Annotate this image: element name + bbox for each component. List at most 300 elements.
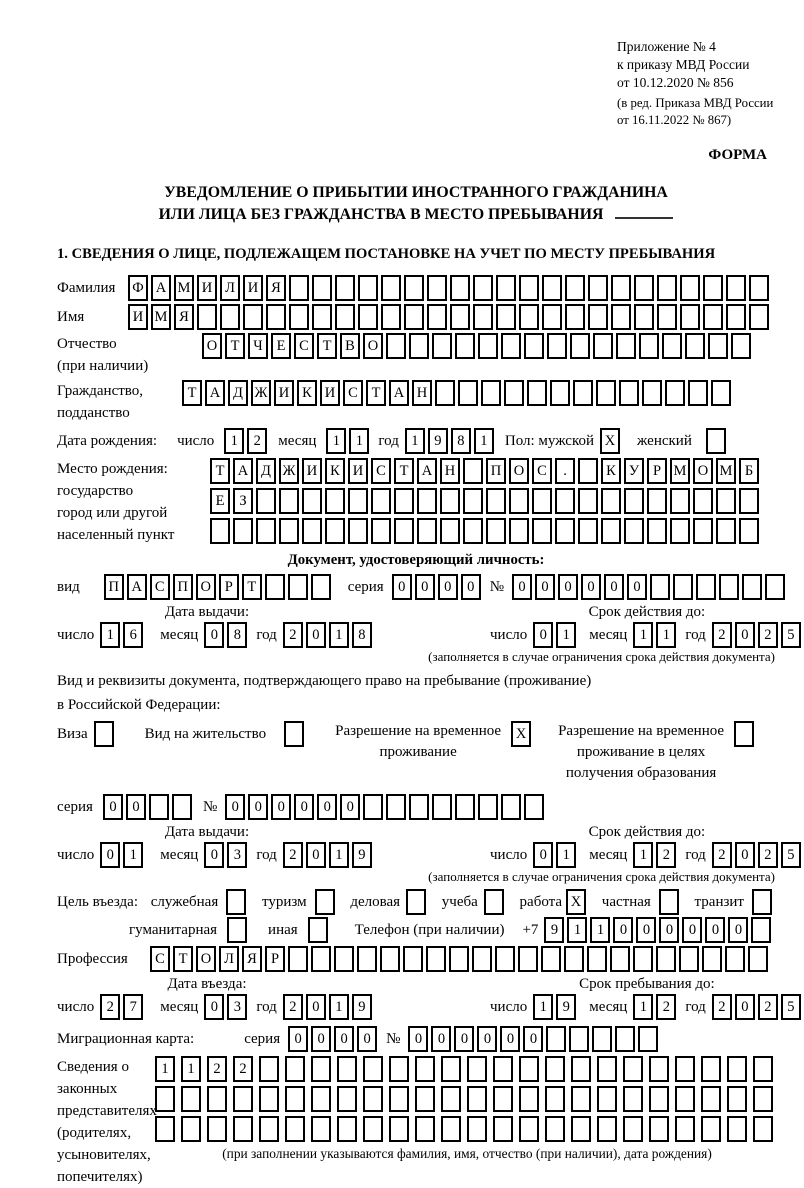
form-cell[interactable] [207, 1086, 227, 1112]
form-cell[interactable]: 2 [712, 622, 732, 648]
form-cell[interactable]: К [601, 458, 621, 484]
form-cell[interactable]: 1 [100, 622, 120, 648]
form-cell[interactable] [509, 488, 529, 514]
form-cell[interactable] [311, 946, 331, 972]
form-cell[interactable]: 0 [461, 574, 481, 600]
form-cell[interactable]: Я [174, 304, 194, 330]
form-cell[interactable]: 0 [294, 794, 314, 820]
form-cell[interactable] [546, 1026, 566, 1052]
form-cell[interactable]: 8 [451, 428, 471, 454]
form-cell[interactable] [181, 1116, 201, 1142]
form-cell[interactable] [765, 574, 785, 600]
form-cell[interactable] [701, 1086, 721, 1112]
form-cell[interactable]: Р [219, 574, 239, 600]
form-cell[interactable]: 1 [181, 1056, 201, 1082]
form-cell[interactable] [289, 275, 309, 301]
form-cell[interactable] [284, 721, 304, 747]
form-cell[interactable]: 1 [123, 842, 143, 868]
form-cell[interactable] [593, 333, 613, 359]
form-cell[interactable] [493, 1116, 513, 1142]
form-cell[interactable] [624, 518, 644, 544]
form-cell[interactable]: П [486, 458, 506, 484]
form-cell[interactable]: Л [219, 946, 239, 972]
form-cell[interactable]: О [202, 333, 222, 359]
form-cell[interactable] [210, 518, 230, 544]
form-cell[interactable] [564, 946, 584, 972]
form-cell[interactable] [657, 304, 677, 330]
form-cell[interactable] [311, 574, 331, 600]
form-cell[interactable] [220, 304, 240, 330]
form-cell[interactable]: 0 [533, 622, 553, 648]
form-cell[interactable] [417, 518, 437, 544]
form-cell[interactable] [675, 1056, 695, 1082]
form-cell[interactable] [311, 1056, 331, 1082]
form-cell[interactable] [642, 380, 662, 406]
form-cell[interactable]: 0 [311, 1026, 331, 1052]
form-cell[interactable] [427, 275, 447, 301]
form-cell[interactable] [481, 380, 501, 406]
form-cell[interactable]: 0 [306, 622, 326, 648]
form-cell[interactable]: П [173, 574, 193, 600]
form-cell[interactable]: Т [317, 333, 337, 359]
form-cell[interactable] [545, 1056, 565, 1082]
form-cell[interactable]: А [389, 380, 409, 406]
form-cell[interactable] [716, 488, 736, 514]
form-cell[interactable]: X [600, 428, 620, 454]
form-cell[interactable]: Т [225, 333, 245, 359]
form-cell[interactable] [727, 1116, 747, 1142]
form-cell[interactable] [734, 721, 754, 747]
form-cell[interactable] [226, 889, 246, 915]
form-cell[interactable]: 1 [556, 842, 576, 868]
form-cell[interactable] [702, 946, 722, 972]
form-cell[interactable] [415, 1086, 435, 1112]
form-cell[interactable] [404, 275, 424, 301]
form-cell[interactable]: Ч [248, 333, 268, 359]
form-cell[interactable]: 0 [454, 1026, 474, 1052]
form-cell[interactable] [739, 488, 759, 514]
form-cell[interactable]: 1 [405, 428, 425, 454]
form-cell[interactable]: Д [228, 380, 248, 406]
form-cell[interactable] [673, 574, 693, 600]
form-cell[interactable]: 1 [326, 428, 346, 454]
form-cell[interactable] [312, 275, 332, 301]
form-cell[interactable]: С [532, 458, 552, 484]
form-cell[interactable] [285, 1116, 305, 1142]
form-cell[interactable]: 9 [556, 994, 576, 1020]
form-cell[interactable]: 0 [204, 994, 224, 1020]
form-cell[interactable] [279, 488, 299, 514]
form-cell[interactable] [435, 380, 455, 406]
form-cell[interactable]: О [196, 946, 216, 972]
form-cell[interactable]: 3 [227, 994, 247, 1020]
form-cell[interactable] [207, 1116, 227, 1142]
form-cell[interactable] [325, 488, 345, 514]
form-cell[interactable] [665, 380, 685, 406]
form-cell[interactable] [519, 1086, 539, 1112]
form-cell[interactable] [542, 304, 562, 330]
form-cell[interactable] [565, 275, 585, 301]
form-cell[interactable]: 9 [352, 842, 372, 868]
form-cell[interactable]: 0 [535, 574, 555, 600]
form-cell[interactable]: Ж [251, 380, 271, 406]
form-cell[interactable] [348, 518, 368, 544]
form-cell[interactable] [432, 794, 452, 820]
form-cell[interactable] [519, 275, 539, 301]
form-cell[interactable] [742, 574, 762, 600]
form-cell[interactable] [363, 794, 383, 820]
form-cell[interactable] [578, 458, 598, 484]
form-cell[interactable] [708, 333, 728, 359]
form-cell[interactable]: 1 [633, 842, 653, 868]
form-cell[interactable] [440, 488, 460, 514]
form-cell[interactable] [545, 1116, 565, 1142]
form-cell[interactable] [256, 488, 276, 514]
form-cell[interactable] [615, 1026, 635, 1052]
form-cell[interactable] [285, 1086, 305, 1112]
form-cell[interactable] [610, 946, 630, 972]
form-cell[interactable] [256, 518, 276, 544]
form-cell[interactable] [381, 275, 401, 301]
form-cell[interactable]: Е [210, 488, 230, 514]
form-cell[interactable] [509, 518, 529, 544]
form-cell[interactable]: М [716, 458, 736, 484]
form-cell[interactable] [731, 333, 751, 359]
form-cell[interactable]: 0 [415, 574, 435, 600]
form-cell[interactable] [409, 333, 429, 359]
form-cell[interactable] [450, 275, 470, 301]
form-cell[interactable] [541, 946, 561, 972]
form-cell[interactable]: 0 [288, 1026, 308, 1052]
form-cell[interactable] [441, 1056, 461, 1082]
form-cell[interactable]: 0 [100, 842, 120, 868]
form-cell[interactable] [389, 1116, 409, 1142]
form-cell[interactable]: И [348, 458, 368, 484]
form-cell[interactable] [334, 946, 354, 972]
form-cell[interactable] [739, 518, 759, 544]
form-cell[interactable]: 5 [781, 994, 801, 1020]
form-cell[interactable]: 9 [428, 428, 448, 454]
form-cell[interactable]: Т [210, 458, 230, 484]
form-cell[interactable] [565, 304, 585, 330]
form-cell[interactable] [441, 1086, 461, 1112]
form-cell[interactable] [649, 1116, 669, 1142]
form-cell[interactable] [656, 946, 676, 972]
form-cell[interactable] [679, 946, 699, 972]
form-cell[interactable] [634, 304, 654, 330]
form-cell[interactable] [518, 946, 538, 972]
form-cell[interactable] [719, 574, 739, 600]
form-cell[interactable] [409, 794, 429, 820]
form-cell[interactable] [288, 574, 308, 600]
form-cell[interactable] [335, 275, 355, 301]
form-cell[interactable] [484, 889, 504, 915]
form-cell[interactable] [463, 458, 483, 484]
form-cell[interactable] [748, 946, 768, 972]
form-cell[interactable] [386, 794, 406, 820]
form-cell[interactable] [727, 1056, 747, 1082]
form-cell[interactable] [571, 1086, 591, 1112]
form-cell[interactable] [172, 794, 192, 820]
form-cell[interactable] [302, 488, 322, 514]
form-cell[interactable] [358, 304, 378, 330]
form-cell[interactable] [588, 275, 608, 301]
form-cell[interactable] [611, 275, 631, 301]
form-cell[interactable]: 0 [558, 574, 578, 600]
form-cell[interactable] [578, 488, 598, 514]
form-cell[interactable] [467, 1056, 487, 1082]
form-cell[interactable]: . [555, 458, 575, 484]
form-cell[interactable]: 2 [100, 994, 120, 1020]
form-cell[interactable]: 2 [233, 1056, 253, 1082]
form-cell[interactable] [647, 518, 667, 544]
form-cell[interactable] [716, 518, 736, 544]
form-cell[interactable] [649, 1086, 669, 1112]
form-cell[interactable] [389, 1056, 409, 1082]
form-cell[interactable]: Т [394, 458, 414, 484]
form-cell[interactable] [363, 1116, 383, 1142]
form-cell[interactable]: 0 [636, 917, 656, 943]
form-cell[interactable] [650, 574, 670, 600]
form-cell[interactable] [701, 1116, 721, 1142]
form-cell[interactable] [725, 946, 745, 972]
form-cell[interactable] [578, 518, 598, 544]
form-cell[interactable] [415, 1056, 435, 1082]
form-cell[interactable]: К [297, 380, 317, 406]
form-cell[interactable]: 0 [705, 917, 725, 943]
form-cell[interactable]: 1 [556, 622, 576, 648]
form-cell[interactable]: 1 [567, 917, 587, 943]
form-cell[interactable] [478, 794, 498, 820]
form-cell[interactable]: 1 [349, 428, 369, 454]
form-cell[interactable]: Н [412, 380, 432, 406]
form-cell[interactable]: 9 [544, 917, 564, 943]
form-cell[interactable] [659, 889, 679, 915]
form-cell[interactable]: С [150, 946, 170, 972]
form-cell[interactable]: М [670, 458, 690, 484]
form-cell[interactable]: 8 [352, 622, 372, 648]
form-cell[interactable] [371, 518, 391, 544]
form-cell[interactable]: Ж [279, 458, 299, 484]
form-cell[interactable] [266, 304, 286, 330]
form-cell[interactable] [752, 889, 772, 915]
form-cell[interactable] [394, 488, 414, 514]
form-cell[interactable]: М [151, 304, 171, 330]
form-cell[interactable]: 1 [329, 994, 349, 1020]
form-cell[interactable] [624, 488, 644, 514]
form-cell[interactable]: Т [242, 574, 262, 600]
form-cell[interactable]: 2 [656, 994, 676, 1020]
form-cell[interactable]: 7 [123, 994, 143, 1020]
form-cell[interactable] [501, 333, 521, 359]
form-cell[interactable]: Ф [128, 275, 148, 301]
form-cell[interactable]: 2 [712, 842, 732, 868]
form-cell[interactable] [233, 518, 253, 544]
form-cell[interactable] [473, 304, 493, 330]
form-cell[interactable] [657, 275, 677, 301]
form-cell[interactable]: 0 [627, 574, 647, 600]
form-cell[interactable] [233, 1116, 253, 1142]
form-cell[interactable] [441, 1116, 461, 1142]
form-cell[interactable]: 1 [329, 842, 349, 868]
form-cell[interactable] [371, 488, 391, 514]
form-cell[interactable] [542, 275, 562, 301]
form-cell[interactable] [348, 488, 368, 514]
form-cell[interactable] [403, 946, 423, 972]
form-cell[interactable]: 0 [306, 842, 326, 868]
form-cell[interactable]: 1 [224, 428, 244, 454]
form-cell[interactable] [693, 488, 713, 514]
form-cell[interactable]: И [197, 275, 217, 301]
form-cell[interactable] [545, 1086, 565, 1112]
form-cell[interactable]: 0 [357, 1026, 377, 1052]
form-cell[interactable]: 2 [656, 842, 676, 868]
form-cell[interactable] [670, 488, 690, 514]
form-cell[interactable] [243, 304, 263, 330]
form-cell[interactable] [406, 889, 426, 915]
form-cell[interactable]: 0 [477, 1026, 497, 1052]
form-cell[interactable]: С [294, 333, 314, 359]
form-cell[interactable]: 0 [735, 842, 755, 868]
form-cell[interactable] [467, 1116, 487, 1142]
form-cell[interactable] [357, 946, 377, 972]
form-cell[interactable] [519, 1116, 539, 1142]
form-cell[interactable]: Л [220, 275, 240, 301]
form-cell[interactable]: А [233, 458, 253, 484]
form-cell[interactable]: 0 [204, 622, 224, 648]
form-cell[interactable] [670, 518, 690, 544]
form-cell[interactable] [727, 1086, 747, 1112]
form-cell[interactable] [623, 1086, 643, 1112]
form-cell[interactable]: 1 [155, 1056, 175, 1082]
form-cell[interactable] [749, 275, 769, 301]
form-cell[interactable] [680, 304, 700, 330]
form-cell[interactable] [696, 574, 716, 600]
form-cell[interactable] [588, 304, 608, 330]
form-cell[interactable]: 0 [438, 574, 458, 600]
form-cell[interactable]: И [320, 380, 340, 406]
form-cell[interactable] [519, 304, 539, 330]
form-cell[interactable]: 2 [283, 842, 303, 868]
form-cell[interactable]: У [624, 458, 644, 484]
form-cell[interactable]: 1 [533, 994, 553, 1020]
form-cell[interactable] [449, 946, 469, 972]
form-cell[interactable]: П [104, 574, 124, 600]
form-cell[interactable]: 0 [204, 842, 224, 868]
form-cell[interactable] [265, 574, 285, 600]
form-cell[interactable]: 2 [758, 622, 778, 648]
form-cell[interactable]: О [509, 458, 529, 484]
form-cell[interactable] [571, 1056, 591, 1082]
form-cell[interactable]: 0 [271, 794, 291, 820]
form-cell[interactable]: 0 [408, 1026, 428, 1052]
form-cell[interactable] [335, 304, 355, 330]
form-cell[interactable] [601, 488, 621, 514]
form-cell[interactable] [753, 1056, 773, 1082]
form-cell[interactable] [527, 380, 547, 406]
form-cell[interactable] [325, 518, 345, 544]
form-cell[interactable]: X [566, 889, 586, 915]
form-cell[interactable] [358, 275, 378, 301]
form-cell[interactable] [496, 304, 516, 330]
form-cell[interactable]: 1 [633, 994, 653, 1020]
form-cell[interactable] [634, 275, 654, 301]
form-cell[interactable]: 2 [247, 428, 267, 454]
form-cell[interactable]: Я [242, 946, 262, 972]
form-cell[interactable] [94, 721, 114, 747]
form-cell[interactable] [569, 1026, 589, 1052]
form-cell[interactable]: 1 [656, 622, 676, 648]
form-cell[interactable]: А [417, 458, 437, 484]
form-cell[interactable]: 1 [329, 622, 349, 648]
form-cell[interactable] [155, 1116, 175, 1142]
form-cell[interactable]: А [127, 574, 147, 600]
form-cell[interactable]: 0 [523, 1026, 543, 1052]
form-cell[interactable] [463, 488, 483, 514]
form-cell[interactable]: 0 [613, 917, 633, 943]
form-cell[interactable]: 6 [123, 622, 143, 648]
form-cell[interactable]: 2 [712, 994, 732, 1020]
form-cell[interactable] [455, 794, 475, 820]
form-cell[interactable] [363, 1056, 383, 1082]
form-cell[interactable]: О [363, 333, 383, 359]
form-cell[interactable] [688, 380, 708, 406]
form-cell[interactable] [532, 488, 552, 514]
form-cell[interactable] [149, 794, 169, 820]
form-cell[interactable] [289, 304, 309, 330]
form-cell[interactable] [504, 380, 524, 406]
form-cell[interactable] [227, 917, 247, 943]
form-cell[interactable]: О [196, 574, 216, 600]
form-cell[interactable] [311, 1086, 331, 1112]
form-cell[interactable]: 2 [758, 994, 778, 1020]
form-cell[interactable] [623, 1116, 643, 1142]
form-cell[interactable] [259, 1086, 279, 1112]
form-cell[interactable] [726, 275, 746, 301]
form-cell[interactable]: 0 [334, 1026, 354, 1052]
form-cell[interactable] [616, 333, 636, 359]
form-cell[interactable]: М [174, 275, 194, 301]
form-cell[interactable]: 0 [340, 794, 360, 820]
form-cell[interactable] [693, 518, 713, 544]
form-cell[interactable] [726, 304, 746, 330]
form-cell[interactable] [685, 333, 705, 359]
form-cell[interactable]: 1 [474, 428, 494, 454]
form-cell[interactable] [197, 304, 217, 330]
form-cell[interactable]: Д [256, 458, 276, 484]
form-cell[interactable]: 0 [126, 794, 146, 820]
form-cell[interactable] [571, 1116, 591, 1142]
form-cell[interactable] [570, 333, 590, 359]
form-cell[interactable]: 0 [512, 574, 532, 600]
form-cell[interactable]: Т [366, 380, 386, 406]
form-cell[interactable] [155, 1086, 175, 1112]
form-cell[interactable] [611, 304, 631, 330]
form-cell[interactable] [315, 889, 335, 915]
form-cell[interactable] [426, 946, 446, 972]
form-cell[interactable] [473, 275, 493, 301]
form-cell[interactable]: 0 [604, 574, 624, 600]
form-cell[interactable] [181, 1086, 201, 1112]
form-cell[interactable] [467, 1086, 487, 1112]
form-cell[interactable] [547, 333, 567, 359]
form-cell[interactable] [450, 304, 470, 330]
form-cell[interactable] [288, 946, 308, 972]
form-cell[interactable]: Т [182, 380, 202, 406]
form-cell[interactable] [706, 428, 726, 454]
form-cell[interactable] [427, 304, 447, 330]
form-cell[interactable] [573, 380, 593, 406]
